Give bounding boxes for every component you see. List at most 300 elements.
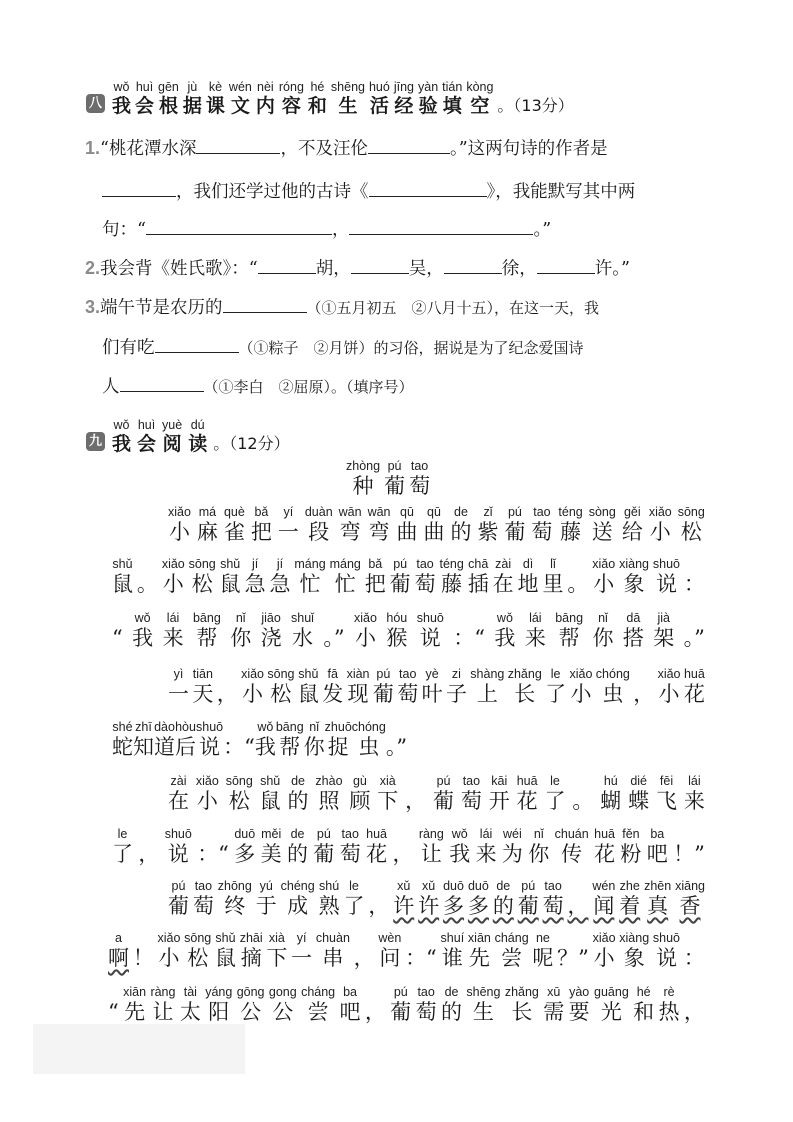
hanzi: 一 — [168, 682, 189, 706]
pinyin: gōng — [236, 985, 265, 999]
pinyin: xiǎo — [354, 611, 377, 625]
ruby-char — [325, 720, 352, 760]
pinyin: chuán — [554, 827, 589, 841]
question-3-number: 3. — [85, 297, 101, 317]
hanzi: 要 — [568, 1000, 590, 1024]
pinyin: chā — [468, 557, 489, 571]
ruby-char — [108, 985, 119, 1025]
hanzi: ！” — [673, 842, 705, 866]
hanzi: 小 — [158, 946, 180, 970]
ruby-char — [418, 80, 438, 118]
pinyin: wǒ — [134, 611, 151, 625]
hanzi: 种 — [352, 474, 374, 498]
hanzi: “ — [112, 626, 123, 650]
pinyin: huā — [516, 774, 538, 788]
hanzi: 活 — [369, 95, 389, 117]
pinyin: xiǎo — [241, 667, 265, 681]
ruby-char — [163, 611, 184, 651]
pinyin: gong — [268, 985, 297, 999]
pinyin: téng — [439, 557, 464, 571]
ruby-char — [417, 611, 444, 651]
pinyin: wǒ — [113, 80, 130, 94]
pinyin: huā — [594, 827, 615, 841]
ruby-char — [453, 611, 485, 651]
hanzi: 。” — [323, 626, 345, 650]
ruby-char — [189, 557, 216, 597]
hanzi: 鼠 — [297, 682, 319, 706]
pinyin: fěn — [622, 827, 640, 841]
ruby-char — [493, 879, 514, 919]
pinyin: le — [550, 667, 561, 681]
hanzi: 萄 — [415, 1000, 437, 1024]
pinyin: què — [223, 505, 245, 519]
question-2 — [85, 255, 630, 282]
ruby-char — [468, 931, 491, 971]
pinyin: jù — [187, 80, 198, 94]
ruby-char — [504, 505, 525, 545]
ruby-char — [647, 827, 668, 867]
pinyin: yì — [173, 667, 184, 681]
hanzi: 萄 — [414, 572, 436, 596]
hanzi: 萄 — [192, 894, 214, 918]
pinyin: zài — [170, 774, 187, 788]
q1-text-3b: ， — [331, 220, 350, 240]
ruby-char — [215, 931, 236, 971]
pinyin: guāng — [594, 985, 629, 999]
pinyin: zài — [495, 557, 512, 571]
ruby-char — [466, 80, 493, 118]
ruby-char — [594, 985, 629, 1025]
pinyin: zhēn — [644, 879, 672, 893]
pinyin: duàn — [304, 505, 333, 519]
ruby-char — [162, 418, 182, 456]
section-9-title — [112, 418, 290, 456]
hanzi: 帮 — [279, 735, 301, 759]
hanzi: 把 — [250, 520, 272, 544]
hanzi: 了 — [545, 682, 567, 706]
pinyin: pú — [376, 667, 391, 681]
hanzi: 我 — [112, 95, 132, 117]
ruby-char — [230, 611, 251, 651]
hanzi: 多 — [467, 894, 489, 918]
q1-blank-poem-title[interactable] — [369, 178, 487, 197]
hanzi: 小 — [658, 682, 680, 706]
ruby-char — [557, 931, 589, 971]
ruby-char — [502, 827, 523, 867]
hanzi: 萄 — [339, 842, 361, 866]
ruby-char — [294, 557, 325, 597]
pinyin: zǐ — [483, 505, 493, 519]
hanzi: 知 — [133, 735, 154, 759]
ruby-char — [377, 774, 398, 814]
pinyin: měi — [261, 827, 282, 841]
pinyin: shǔ — [215, 931, 236, 945]
ruby-char — [354, 611, 377, 651]
hanzi: “ — [108, 1000, 119, 1024]
ruby-char — [323, 611, 344, 651]
pinyin: wèn — [378, 931, 402, 945]
hanzi: 粉 — [620, 842, 642, 866]
ruby-char — [569, 985, 590, 1025]
pinyin: máng — [294, 557, 326, 571]
story-line — [112, 827, 705, 867]
hanzi: 葡 — [504, 520, 526, 544]
ruby-char — [240, 931, 263, 971]
hanzi: 曲 — [396, 520, 418, 544]
hanzi: ， — [392, 842, 414, 866]
pinyin: zi — [451, 667, 461, 681]
ruby-char — [409, 459, 430, 499]
pinyin: má — [198, 505, 217, 519]
hanzi: 捉 — [327, 735, 349, 759]
hanzi: 来 — [683, 789, 705, 813]
hanzi: 萄 — [409, 474, 431, 498]
ruby-char — [154, 720, 175, 760]
ruby-char — [322, 667, 343, 707]
ruby-char — [205, 985, 232, 1025]
ruby-char — [468, 557, 489, 597]
pinyin: shuō — [196, 720, 224, 734]
pinyin: ba — [343, 985, 357, 999]
ruby-char — [673, 827, 705, 867]
ruby-char — [600, 774, 621, 814]
hanzi: 在 — [492, 572, 514, 596]
hanzi: 谁 — [441, 946, 463, 970]
question-1-line-3 — [102, 216, 551, 243]
pinyin: ràng — [418, 827, 444, 841]
hanzi: 象 — [623, 572, 645, 596]
ruby-char — [196, 774, 219, 814]
pinyin: tao — [194, 879, 213, 893]
ruby-char — [543, 985, 564, 1025]
q1-text-2b: 》，我能默写其中两 — [486, 182, 636, 202]
hanzi: 帮 — [196, 626, 218, 650]
hanzi: 香 — [679, 894, 701, 918]
hanzi: 呢 — [532, 946, 554, 970]
q2-blank-1[interactable] — [258, 255, 316, 274]
q1-blank-2[interactable] — [368, 135, 450, 154]
q3-blank-food[interactable] — [155, 334, 239, 353]
pinyin: zhào — [315, 774, 343, 788]
pinyin: gù — [352, 774, 367, 788]
ruby-char — [628, 774, 649, 814]
pinyin: kòng — [466, 80, 494, 94]
ruby-char — [555, 827, 589, 867]
q1-text-3a: 句：“ — [102, 220, 146, 240]
pinyin: tiān — [192, 667, 213, 681]
ruby-char — [217, 667, 238, 707]
ruby-char — [180, 985, 201, 1025]
ruby-char — [368, 505, 391, 545]
ruby-char — [192, 667, 213, 707]
ruby-char — [132, 611, 153, 651]
ruby-char — [305, 505, 333, 545]
hanzi: 蝶 — [628, 789, 650, 813]
ruby-char — [108, 931, 129, 971]
hanzi: 里 — [542, 572, 564, 596]
ruby-char — [633, 667, 654, 707]
hanzi: 藤 — [441, 572, 463, 596]
pinyin: a — [115, 931, 122, 945]
hanzi: 后 — [175, 735, 196, 759]
q2-text-c: 吴， — [408, 259, 444, 279]
pinyin: lǐ — [550, 557, 556, 571]
pinyin: huì — [135, 80, 154, 94]
hanzi: 弯 — [368, 520, 390, 544]
ruby-char — [596, 667, 630, 707]
pinyin: xiǎo — [168, 505, 191, 519]
hanzi: 紫 — [477, 520, 499, 544]
pinyin: yí — [296, 931, 307, 945]
hanzi: 生 — [472, 1000, 494, 1024]
pinyin: de — [454, 505, 468, 519]
q1-blank-1[interactable] — [196, 135, 280, 154]
ruby-char — [368, 879, 389, 919]
pinyin: pú — [393, 985, 408, 999]
hanzi: 内 — [255, 95, 275, 117]
pinyin: xū — [547, 985, 561, 999]
hanzi: 来 — [162, 626, 184, 650]
hanzi: 我 — [449, 842, 471, 866]
story-line — [108, 985, 705, 1025]
hanzi: 鼠 — [219, 572, 241, 596]
q1-text-1a: “桃花潭水深 — [100, 139, 197, 159]
hanzi: ， — [683, 1000, 705, 1024]
question-1-number: 1. — [85, 138, 101, 158]
pinyin: bāng — [555, 611, 584, 625]
section-8-title — [112, 80, 574, 118]
story-line — [168, 879, 705, 919]
pinyin: yào — [569, 985, 590, 999]
ruby-char — [518, 879, 539, 919]
hanzi: 鼠 — [112, 572, 133, 596]
hanzi: 小 — [196, 789, 218, 813]
pinyin: zhòng — [346, 459, 381, 473]
ruby-char — [675, 879, 705, 919]
pinyin: lái — [529, 611, 542, 625]
pinyin: zhī — [135, 720, 152, 734]
ruby-char — [157, 931, 180, 971]
hanzi: 会 — [137, 433, 157, 455]
ruby-char — [287, 827, 308, 867]
pinyin: sōng — [188, 557, 216, 571]
ruby-char — [508, 667, 542, 707]
pinyin: xiǎo — [157, 931, 181, 945]
ruby-char — [369, 80, 390, 118]
hanzi: 鼠 — [259, 789, 281, 813]
hanzi: 松 — [187, 946, 209, 970]
pinyin: xiǎo — [592, 557, 616, 571]
ruby-char — [112, 80, 131, 118]
pinyin: shǔ — [112, 557, 133, 571]
section-8-badge: 八 — [86, 94, 105, 113]
ruby-char — [397, 667, 418, 707]
hanzi: 急 — [244, 572, 266, 596]
hanzi: 蛇 — [112, 735, 133, 759]
hanzi: 吧 — [646, 842, 668, 866]
pinyin: shēng — [330, 80, 365, 94]
hanzi: 你 — [528, 842, 550, 866]
ruby-char — [138, 827, 159, 867]
pinyin: tao — [341, 827, 359, 841]
pinyin: shàng — [470, 667, 505, 681]
hanzi: 开 — [488, 789, 510, 813]
hanzi: 说 — [419, 626, 441, 650]
pinyin: bǎ — [254, 505, 269, 519]
pinyin: xiàng — [619, 557, 649, 571]
pinyin: ba — [650, 827, 665, 841]
pinyin: téng — [558, 505, 583, 519]
ruby-char — [684, 611, 705, 651]
footer-shade — [33, 1024, 245, 1074]
hanzi: 藤 — [560, 520, 582, 544]
hanzi: ：“ — [223, 735, 255, 759]
pinyin: duō — [467, 879, 489, 893]
ruby-char — [206, 80, 225, 118]
q2-blank-4[interactable] — [537, 255, 595, 274]
ruby-char — [193, 611, 221, 651]
ruby-char — [397, 505, 418, 545]
hanzi: 美 — [260, 842, 282, 866]
q2-blank-3[interactable] — [444, 255, 502, 274]
hanzi: 阅 — [162, 433, 182, 455]
ruby-char — [373, 667, 394, 707]
pinyin: pú — [507, 505, 522, 519]
q3-blank-month[interactable] — [223, 294, 307, 313]
pinyin: sōng — [225, 774, 253, 788]
ruby-char — [644, 879, 671, 919]
ruby-char — [112, 827, 133, 867]
pinyin: shǔ — [298, 667, 319, 681]
pinyin: huā — [366, 827, 388, 841]
pinyin: huì — [137, 418, 156, 432]
section-8-score: 。（13分） — [497, 96, 574, 115]
pinyin: xiāng — [675, 879, 705, 893]
hanzi: 曲 — [423, 520, 445, 544]
ruby-char — [390, 985, 411, 1025]
ruby-char — [365, 557, 386, 597]
pinyin: tián — [442, 80, 463, 94]
hanzi: 先 — [124, 1000, 146, 1024]
ruby-char — [545, 774, 566, 814]
pinyin: shēng — [466, 985, 501, 999]
ruby-char — [684, 557, 705, 597]
ruby-char — [384, 459, 405, 499]
ruby-char — [223, 720, 255, 760]
hanzi: 传 — [561, 842, 583, 866]
story-line — [112, 720, 407, 760]
hanzi: 天 — [192, 682, 214, 706]
ruby-char — [266, 931, 287, 971]
story-line — [108, 931, 705, 971]
hanzi: 让 — [420, 842, 442, 866]
hanzi: 需 — [543, 1000, 565, 1024]
hanzi: 雀 — [223, 520, 245, 544]
ruby-char — [505, 985, 539, 1025]
ruby-char — [489, 774, 510, 814]
pinyin: shú — [319, 879, 340, 893]
ruby-char — [418, 879, 439, 919]
q2-blank-2[interactable] — [351, 255, 409, 274]
pinyin: de — [444, 985, 459, 999]
pinyin: wéi — [503, 827, 522, 841]
pinyin: xiǎo — [161, 557, 185, 571]
ruby-char — [442, 80, 462, 118]
q3-blank-poet[interactable] — [120, 373, 204, 392]
ruby-char — [278, 505, 299, 545]
ruby-char — [260, 774, 281, 814]
ruby-char — [347, 667, 370, 707]
hanzi: 下 — [266, 946, 288, 970]
q1-blank-verse-2[interactable] — [349, 216, 533, 235]
ruby-char — [150, 985, 175, 1025]
q3-text-1b: （①五月初五 ②八月十五），在这一天，我 — [306, 299, 600, 317]
hanzi: 葡 — [390, 1000, 412, 1024]
ruby-char — [133, 720, 154, 760]
ruby-char — [619, 931, 649, 971]
ruby-char — [405, 774, 426, 814]
ruby-char — [633, 985, 654, 1025]
ruby-char — [313, 827, 334, 867]
ruby-char — [229, 80, 252, 118]
ruby-char — [234, 827, 255, 867]
hanzi: 成 — [287, 894, 309, 918]
hanzi: 虫 — [602, 682, 624, 706]
pinyin: wǒ — [451, 827, 468, 841]
pinyin: jí — [276, 557, 284, 571]
ruby-char — [619, 879, 640, 919]
pinyin: chéng — [280, 879, 315, 893]
ruby-char — [237, 985, 265, 1025]
hanzi: 吧 — [339, 1000, 361, 1024]
pinyin: chuàn — [315, 931, 350, 945]
ruby-char — [390, 557, 411, 597]
hanzi: 根 — [158, 95, 178, 117]
pinyin: bāng — [275, 720, 304, 734]
q1-blank-author[interactable] — [102, 178, 176, 197]
ruby-char — [340, 827, 361, 867]
hanzi: 了 — [343, 894, 365, 918]
hanzi: 下 — [377, 789, 399, 813]
pinyin: cháng — [301, 985, 336, 999]
hanzi: 据 — [182, 95, 202, 117]
pinyin: de — [290, 827, 305, 841]
pinyin: shuǐ — [291, 611, 314, 625]
hanzi: 啊 — [108, 946, 129, 970]
hanzi: 多 — [234, 842, 256, 866]
pinyin: xiān — [467, 931, 491, 945]
ruby-char — [658, 667, 681, 707]
pinyin: chóng — [351, 720, 386, 734]
pinyin: zhǎng — [507, 667, 542, 681]
q1-blank-verse-1[interactable] — [146, 216, 332, 235]
ruby-char — [331, 80, 365, 118]
hanzi: 小 — [570, 682, 592, 706]
hanzi: 小 — [162, 572, 184, 596]
pinyin: xiān — [123, 985, 147, 999]
ruby-char — [493, 557, 514, 597]
pinyin: cháng — [494, 931, 529, 945]
pinyin: fā — [327, 667, 338, 681]
question-3-line-2 — [102, 334, 584, 361]
ruby-char — [394, 80, 414, 118]
ruby-char — [684, 774, 705, 814]
pinyin: sōng — [184, 931, 212, 945]
ruby-char — [183, 80, 202, 118]
ruby-char — [279, 80, 304, 118]
ruby-char — [415, 557, 436, 597]
ruby-char — [594, 827, 615, 867]
